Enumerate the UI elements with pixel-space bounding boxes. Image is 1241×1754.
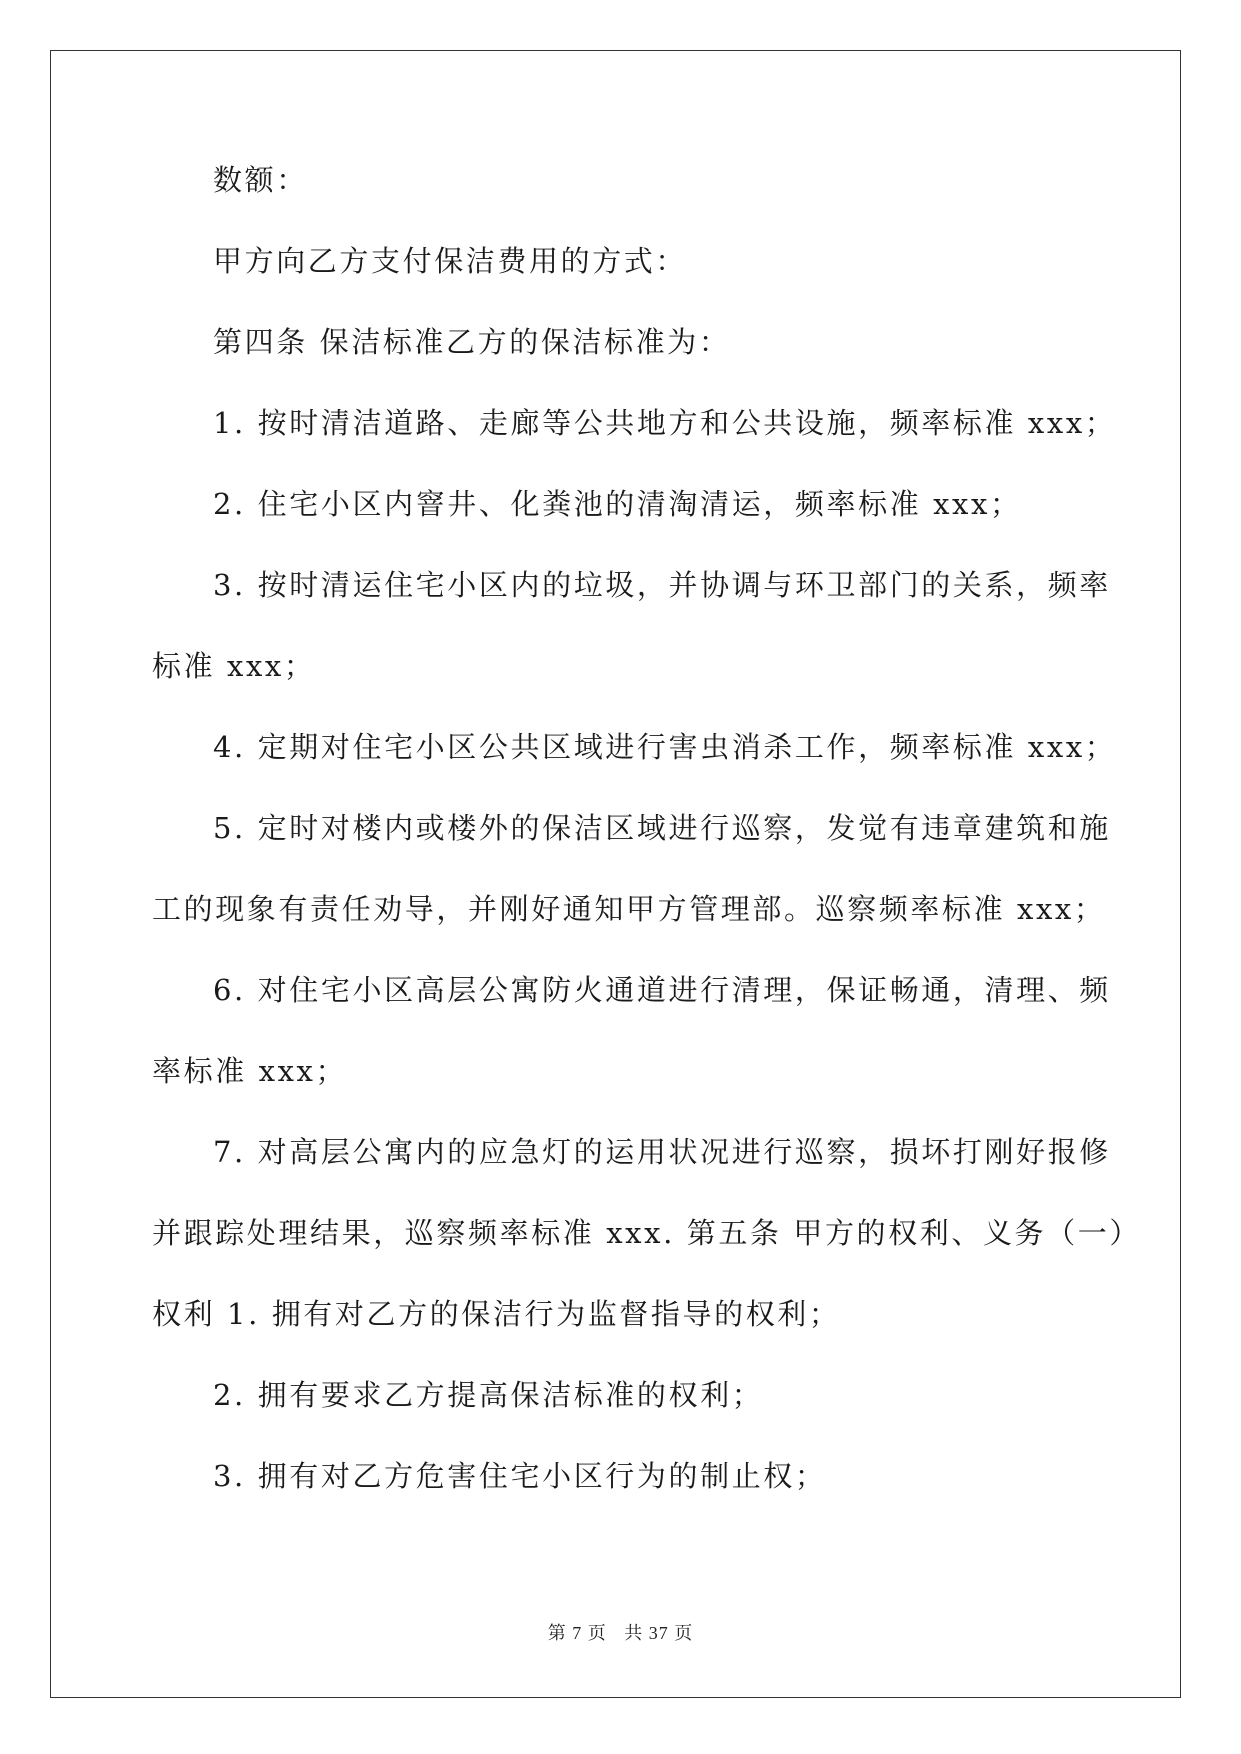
paragraph-line: 4. 定期对住宅小区公共区域进行害虫消杀工作，频率标准 xxx； — [213, 730, 1117, 764]
paragraph-line: 并跟踪处理结果，巡察频率标准 xxx. 第五条 甲方的权利、义务（一） — [152, 1216, 1141, 1250]
paragraph-line: 1. 按时清洁道路、走廊等公共地方和公共设施，频率标准 xxx； — [213, 406, 1117, 440]
paragraph-line: 权利 1. 拥有对乙方的保洁行为监督指导的权利； — [152, 1297, 841, 1331]
page-number: 第 7 页 — [547, 1623, 607, 1643]
paragraph-line: 3. 拥有对乙方危害住宅小区行为的制止权； — [213, 1459, 827, 1493]
paragraph-line: 7. 对高层公寓内的应急灯的运用状况进行巡察，损坏打刚好报修 — [213, 1135, 1111, 1169]
paragraph-line: 标准 xxx； — [152, 649, 316, 683]
paragraph-line: 3. 按时清运住宅小区内的垃圾，并协调与环卫部门的关系，频率 — [213, 568, 1111, 602]
paragraph-line: 2. 住宅小区内窨井、化粪池的清淘清运，频率标准 xxx； — [213, 487, 1022, 521]
paragraph-line: 数额： — [213, 163, 308, 197]
paragraph-line: 第四条 保洁标准乙方的保洁标准为： — [213, 325, 731, 359]
page-footer — [0, 1619, 1241, 1645]
page-total: 共 37 页 — [624, 1623, 694, 1643]
paragraph-line: 工的现象有责任劝导，并刚好通知甲方管理部。巡察频率标准 xxx； — [152, 892, 1106, 926]
paragraph-line: 5. 定时对楼内或楼外的保洁区域进行巡察，发觉有违章建筑和施 — [213, 811, 1111, 845]
paragraph-line: 2. 拥有要求乙方提高保洁标准的权利； — [213, 1378, 764, 1412]
page-border — [50, 50, 1181, 1698]
paragraph-line: 甲方向乙方支付保洁费用的方式： — [213, 244, 688, 278]
paragraph-line: 率标准 xxx； — [152, 1054, 348, 1088]
paragraph-line: 6. 对住宅小区高层公寓防火通道进行清理，保证畅通，清理、频 — [213, 973, 1111, 1007]
